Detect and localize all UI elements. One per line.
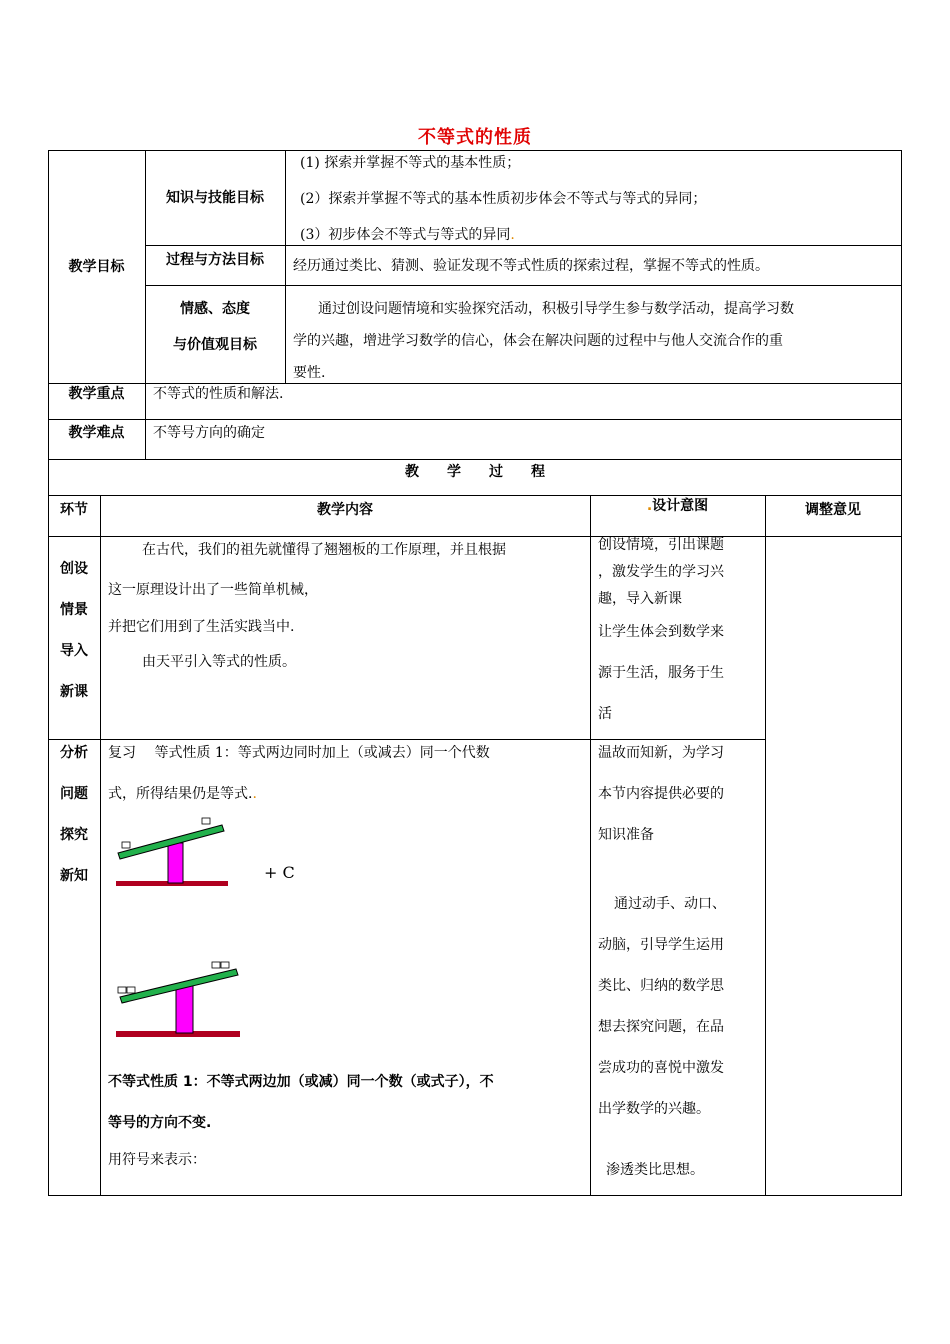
row2-intent-7: 想去探究问题，在品 [598, 1019, 724, 1035]
row1-content-1: 在古代，我们的祖先就懂得了翘翘板的工作原理，并且根据 [142, 542, 506, 558]
row2-intent-6: 类比、归纳的数学思 [598, 978, 724, 994]
process-heading: 教 学 过 程 [405, 464, 545, 480]
process-label: 过程与方法目标 [166, 252, 264, 268]
knowledge-item-1: (1) 探索并掌握不等式的基本性质； [300, 155, 521, 171]
row2-stage-1: 分析 [60, 745, 88, 761]
row1-content-2: 这一原理设计出了一些简单机械， [108, 582, 318, 598]
seesaw-2-weight-left-1 [118, 987, 126, 993]
emotion-line-2: 学的兴趣，增进学习数学的信心，体会在解决问题的过程中与他人交流合作的重 [293, 333, 783, 349]
row1-stage-4: 新课 [60, 684, 88, 700]
row2-stage-4: 新知 [60, 868, 88, 884]
row1-intent-4: 让学生体会到数学来 [598, 624, 724, 640]
key-point-text: 不等式的性质和解法. [153, 386, 284, 402]
col-content: 教学内容 [317, 502, 373, 518]
knowledge-item-2: (2）探索并掌握不等式的基本性质初步体会不等式与等式的异同； [300, 191, 707, 207]
col-stage: 环节 [60, 502, 88, 518]
row1-content-4: 由天平引入等式的性质。 [142, 654, 296, 670]
row1-intent-6: 活 [598, 706, 612, 722]
row2-stage-3: 探究 [60, 827, 88, 843]
row2-stage-2: 问题 [60, 786, 88, 802]
seesaw-2-weight-right-2 [221, 962, 229, 968]
row2-review-2: 式，所得结果仍是等式.. [108, 786, 257, 802]
plus-c-label: + C [264, 863, 295, 882]
row1-intent-1: 创设情境，引出课题 [598, 537, 724, 553]
row1-stage-1: 创设 [60, 561, 88, 577]
row1-intent-2: ，激发学生的学习兴 [598, 564, 724, 580]
objectives-label: 教学目标 [68, 259, 125, 275]
key-point-label: 教学重点 [68, 386, 125, 402]
page-title: 不等式的性质 [418, 127, 532, 148]
difficulty-label: 教学难点 [68, 425, 125, 441]
seesaw-2-weight-left-2 [127, 987, 135, 993]
row1-content-3: 并把它们用到了生活实践当中. [108, 619, 295, 635]
process-text: 经历通过类比、猜测、验证发现不等式性质的探索过程，掌握不等式的性质。 [293, 258, 769, 274]
col-intent: .设计意图 [646, 498, 709, 514]
row1-stage-3: 导入 [60, 643, 88, 659]
difficulty-text: 不等号方向的确定 [153, 425, 265, 441]
seesaw-figure-2 [112, 955, 244, 1043]
row1-intent-3: 趣，导入新课 [598, 591, 682, 607]
emotion-line-3: 要性. [293, 365, 326, 381]
emotion-label-1: 情感、态度 [180, 301, 250, 317]
knowledge-item-3: (3）初步体会不等式与等式的异同. [300, 227, 515, 243]
property-line-1: 不等式性质 1：不等式两边加（或减）同一个数（或式子），不 [108, 1074, 494, 1090]
row2-intent-8: 尝成功的喜悦中激发 [598, 1060, 724, 1076]
row1-intent-5: 源于生活，服务于生 [598, 665, 724, 681]
row2-intent-3: 知识准备 [598, 827, 654, 843]
row2-intent-1: 温故而知新，为学习 [598, 745, 724, 761]
row2-intent-5: 动脑，引导学生运用 [598, 937, 724, 953]
seesaw-1-weight-right [202, 818, 210, 824]
row2-review-1: 复习 等式性质 1：等式两边同时加上（或减去）同一个代数 [108, 745, 490, 761]
row2-intent-10: 渗透类比思想。 [606, 1162, 704, 1178]
property-line-2: 等号的方向不变. [108, 1115, 212, 1131]
symbol-line: 用符号来表示： [108, 1152, 206, 1168]
seesaw-1-pillar [168, 843, 183, 883]
emotion-label-2: 与价值观目标 [173, 337, 257, 353]
knowledge-label: 知识与技能目标 [166, 190, 264, 206]
row1-stage-2: 情景 [60, 602, 88, 618]
col-adjust: 调整意见 [805, 502, 861, 518]
seesaw-figure-1 [112, 815, 234, 889]
emotion-line-1: 通过创设问题情境和实验探究活动，积极引导学生参与数学活动，提高学习数 [318, 301, 794, 317]
seesaw-1-weight-left [122, 842, 130, 848]
row2-intent-9: 出学数学的兴趣。 [598, 1101, 710, 1117]
seesaw-2-weight-right-1 [212, 962, 220, 968]
seesaw-2-pillar [176, 985, 193, 1033]
row2-intent-2: 本节内容提供必要的 [598, 786, 724, 802]
row2-intent-4: 通过动手、动口、 [614, 896, 726, 912]
